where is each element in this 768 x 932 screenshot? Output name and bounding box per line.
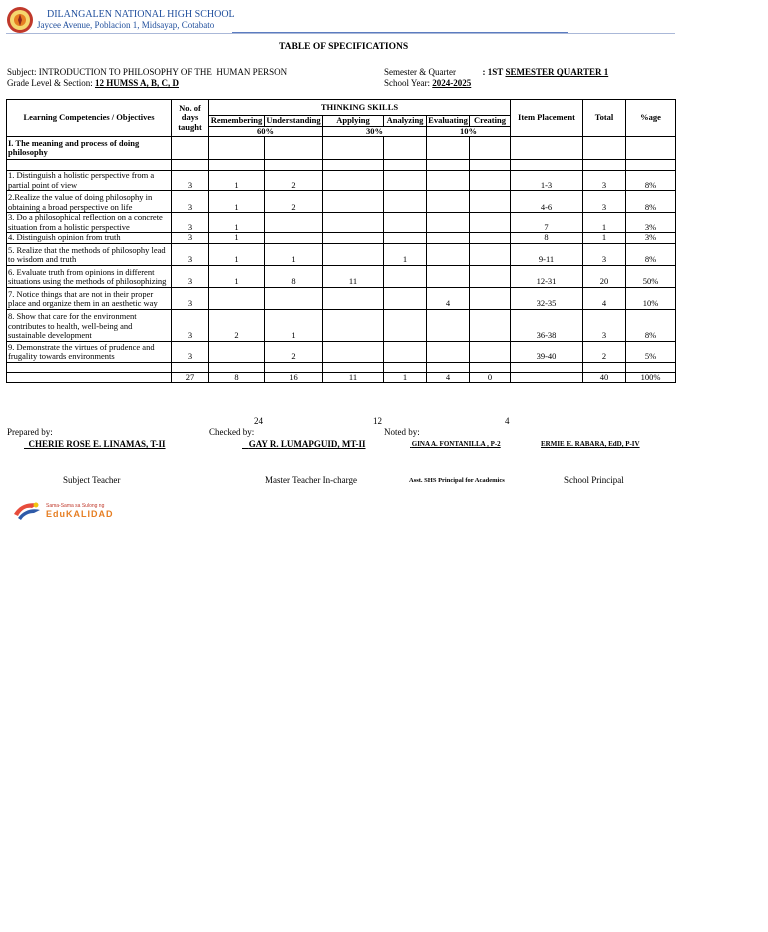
total-days: 27 [172,372,209,383]
competency-cell: 5. Realize that the methods of philosophy lead to wisdom and truth [7,243,172,265]
creating-cell [470,341,511,362]
remembering-cell: 1 [209,243,265,265]
evaluating-cell [427,191,470,213]
remembering-cell [209,287,265,309]
item-placement-cell: 4-6 [511,191,583,213]
header-applying: Applying [323,116,384,127]
semester-label: Semester & Quarter [384,67,456,77]
days-cell: 3 [172,265,209,287]
remembering-cell: 1 [209,213,265,233]
creating-cell [470,243,511,265]
item-placement-cell: 36-38 [511,309,583,341]
total-understanding: 16 [265,372,323,383]
subject-value: INTRODUCTION TO PHILOSOPHY OF THE HUMAN PERSON [38,67,288,77]
creating-cell [470,265,511,287]
school-name: DILANGALEN NATIONAL HIGH SCHOOL [47,9,235,20]
applying-cell [323,171,384,191]
understanding-cell [265,287,323,309]
applying-cell [323,213,384,233]
header-evaluating: Evaluating [428,115,468,125]
understanding-cell: 8 [265,265,323,287]
header-remembering: Remembering [209,116,265,127]
header-total: Total [583,100,626,137]
competency-cell: 2.Realize the value of doing philosophy in obtaining a broad perspective on life [7,191,172,213]
total-cell: 20 [583,265,626,287]
edukalidad-mark-icon [12,500,46,522]
understanding-cell: 2 [265,171,323,191]
percentage-cell: 50% [626,265,676,287]
analyzing-cell [384,171,427,191]
school-seal [6,6,34,34]
total-remembering: 8 [209,372,265,383]
subject-line [7,67,287,77]
evaluating-cell [427,171,470,191]
total-cell: 3 [583,309,626,341]
creating-cell [470,309,511,341]
header-understanding: Understanding [266,115,321,125]
remembering-cell: 1 [209,171,265,191]
analyzing-cell [384,309,427,341]
checked-label: Checked by: [209,427,255,437]
semester-prefix: : 1ST [482,67,504,77]
applying-cell [323,191,384,213]
pct-group-hots: 10% [427,126,511,137]
specifications-table [6,99,676,383]
prepared-label: Prepared by: [7,427,53,437]
table-row [7,191,676,213]
analyzing-cell [384,287,427,309]
header-percentage: %age [626,100,676,137]
analyzing-cell: 1 [384,243,427,265]
grade-line [7,78,179,88]
total-cell: 3 [583,171,626,191]
school-year-line [384,78,471,88]
percentage-cell: 8% [626,309,676,341]
evaluating-cell [427,243,470,265]
total-cell: 3 [583,191,626,213]
table-row [7,243,676,265]
item-placement-cell: 39-40 [511,341,583,362]
competency-cell: 9. Demonstrate the virtues of prudence and frugality towards environments [7,341,172,362]
analyzing-cell [384,233,427,244]
school-year-label: School Year: [384,78,431,88]
subtotal-hots: 4 [505,416,510,426]
applying-cell [323,341,384,362]
creating-cell [470,171,511,191]
noted-name-2: ERMIE E. RABARA, EdD, P-IV [541,440,640,448]
item-placement-cell: 1-3 [511,171,583,191]
remembering-cell: 1 [209,265,265,287]
subtotal-lots: 24 [254,416,263,426]
total-items: 40 [583,372,626,383]
noted-name-1: GINA A. FONTANILLA , P-2 [411,440,501,448]
applying-cell [323,243,384,265]
table-row [7,341,676,362]
days-cell: 3 [172,287,209,309]
prepared-role: Subject Teacher [63,475,121,485]
edukalidad-tagline: Sama-Sama sa Sulong ng [46,503,105,509]
creating-cell [470,213,511,233]
applying-cell [323,287,384,309]
analyzing-cell [384,213,427,233]
evaluating-cell [427,265,470,287]
header-item-placement: Item Placement [511,100,583,137]
understanding-cell: 2 [265,191,323,213]
pct-group-lots: 60% [209,126,323,137]
evaluating-cell: 4 [427,287,470,309]
prepared-name: CHERIE ROSE E. LINAMAS, T-II [28,439,166,449]
total-cell: 2 [583,341,626,362]
item-placement-cell: 32-35 [511,287,583,309]
totals-row [7,372,676,383]
percentage-cell: 8% [626,171,676,191]
grade-value: 12 HUMSS A, B, C, D [94,78,179,88]
header-creating: Creating [470,116,511,127]
header-analyzing: Analyzing [384,116,427,127]
item-placement-cell: 8 [511,233,583,244]
noted-label: Noted by: [384,427,420,437]
table-row [7,233,676,244]
header-competency: Learning Competencies / Objectives [7,100,172,137]
days-cell: 3 [172,309,209,341]
item-placement-cell: 9-11 [511,243,583,265]
item-placement-cell: 12-31 [511,265,583,287]
section-heading: I. The meaning and process of doing philosophy [7,137,172,160]
days-cell: 3 [172,171,209,191]
creating-cell [470,191,511,213]
percentage-cell: 8% [626,191,676,213]
understanding-cell: 2 [265,341,323,362]
total-percentage: 100% [626,372,676,383]
evaluating-cell [427,309,470,341]
creating-cell [470,233,511,244]
remembering-cell [209,341,265,362]
header-thinking-skills: THINKING SKILLS [209,100,511,116]
checked-role: Master Teacher In-charge [265,475,357,485]
total-placement [511,372,583,383]
analyzing-cell [384,341,427,362]
total-creating: 0 [470,372,511,383]
days-cell: 3 [172,213,209,233]
header-divider [6,33,675,34]
evaluating-cell [427,341,470,362]
competency-cell: 7. Notice things that are not in their proper place and organize them in an aesthetic way [7,287,172,309]
semester-line [384,67,608,77]
subtotal-mid: 12 [373,416,382,426]
evaluating-cell [427,213,470,233]
totals-label-cell [7,372,172,383]
header-divider-accent [232,32,568,33]
total-cell: 1 [583,233,626,244]
remembering-cell: 1 [209,191,265,213]
edukalidad-logo [12,500,147,522]
competency-cell: 3. Do a philosophical reflection on a concrete situation from a holistic perspective [7,213,172,233]
percentage-cell: 3% [626,233,676,244]
school-address: Jaycee Avenue, Poblacion 1, Midsayap, Cotabato [37,20,215,30]
remembering-cell: 1 [209,233,265,244]
days-cell: 3 [172,341,209,362]
percentage-cell: 3% [626,213,676,233]
edukalidad-brand: EduKALIDAD [46,509,114,519]
subject-label: Subject: [7,67,37,77]
total-applying: 11 [323,372,384,383]
noted-role-2: School Principal [564,475,624,485]
analyzing-cell [384,265,427,287]
understanding-cell [265,233,323,244]
days-cell: 3 [172,191,209,213]
school-year-value: 2024-2025 [432,78,472,88]
remembering-cell: 2 [209,309,265,341]
table-row [7,287,676,309]
percentage-cell: 5% [626,341,676,362]
total-cell: 4 [583,287,626,309]
competency-cell: 4. Distinguish opinion from truth [7,233,172,244]
creating-cell [470,287,511,309]
competency-cell: 8. Show that care for the environment contributes to health, well-being and sustainable development [7,309,172,341]
understanding-cell: 1 [265,309,323,341]
grade-label: Grade Level & Section: [7,78,93,88]
page-title: TABLE OF SPECIFICATIONS [279,42,409,52]
understanding-cell: 1 [265,243,323,265]
pct-group-mid: 30% [323,126,427,137]
analyzing-cell [384,191,427,213]
table-row [7,265,676,287]
applying-cell: 11 [323,265,384,287]
total-cell: 1 [583,213,626,233]
semester-value: SEMESTER QUARTER 1 [505,67,609,77]
header-days: No. of days taught [172,100,209,137]
days-cell: 3 [172,233,209,244]
days-cell: 3 [172,243,209,265]
percentage-cell: 10% [626,287,676,309]
competency-cell: 6. Evaluate truth from opinions in different situations using the methods of philosophizing [7,265,172,287]
noted-role-1: Asst. SHS Principal for Academics [409,477,505,484]
percentage-cell: 8% [626,243,676,265]
total-cell: 3 [583,243,626,265]
applying-cell [323,233,384,244]
evaluating-cell [427,233,470,244]
table-row [7,309,676,341]
competency-cell: 1. Distinguish a holistic perspective from a partial point of view [7,171,172,191]
applying-cell [323,309,384,341]
total-analyzing: 1 [384,372,427,383]
table-row [7,171,676,191]
item-placement-cell: 7 [511,213,583,233]
checked-name: GAY R. LUMAPGUID, MT-II [248,439,366,449]
total-evaluating: 4 [427,372,470,383]
table-row [7,213,676,233]
understanding-cell [265,213,323,233]
